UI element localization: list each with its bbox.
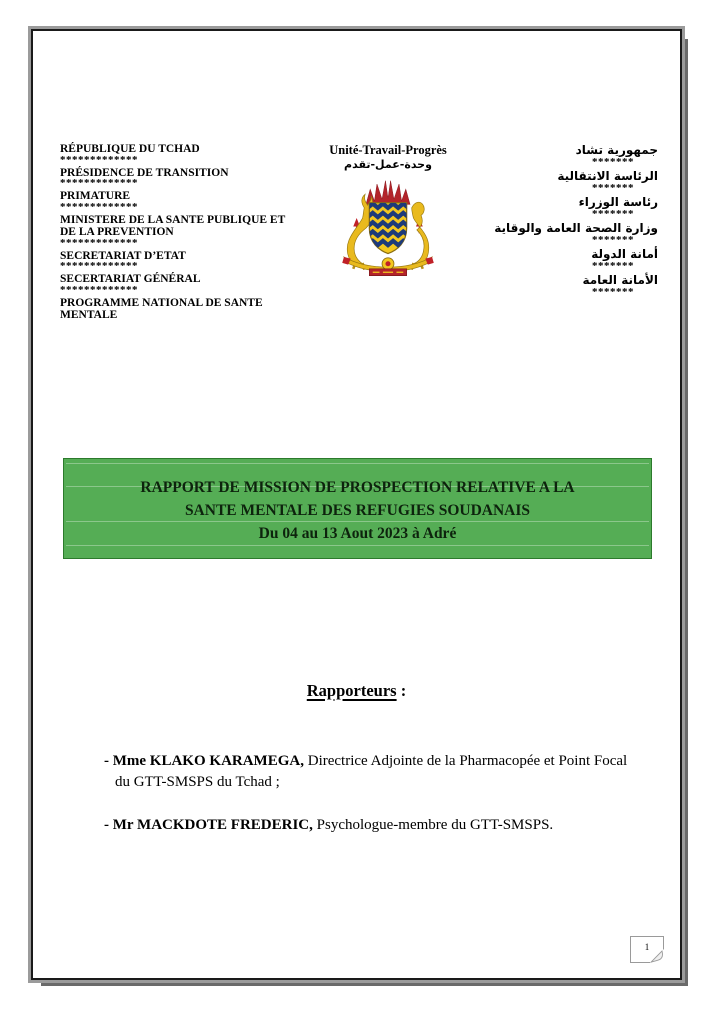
document-page (31, 29, 682, 980)
rapporteur-name: - Mme KLAKO KARAMEGA, (104, 752, 308, 769)
entry-stars: ******* (592, 155, 634, 168)
letterhead-entry (464, 221, 658, 245)
rapporteurs-heading (33, 681, 680, 701)
letterhead-entry (60, 190, 302, 212)
motto-arabic: وحدة-عمل-تقدم (344, 158, 432, 171)
list-item (104, 751, 640, 793)
entry-stars: ******* (592, 285, 634, 298)
entry-title: الرئاسة الانتقالية (557, 169, 658, 183)
letterhead-entry (464, 195, 658, 219)
folded-corner-icon (650, 949, 664, 963)
entry-title: MINISTERE DE LA SANTE PUBLIQUE ET DE LA PREVENTION (60, 213, 286, 238)
letterhead-entry (464, 247, 658, 271)
chad-coat-of-arms-icon (332, 179, 444, 279)
entry-stars: ******* (592, 259, 634, 272)
letterhead-entry (464, 143, 658, 167)
letterhead (33, 31, 680, 324)
report-title-date: Du 04 au 13 Aout 2023 à Adré (258, 524, 457, 542)
letterhead-entry (60, 250, 302, 272)
lion-supporter (412, 202, 429, 264)
entry-stars: ************* (60, 236, 138, 249)
entry-stars: ******* (592, 181, 634, 194)
rapporteur-role: Directrice Adjointe de la Pharmacopée et Point Focal du GTT-SMSPS du Tchad ; (115, 752, 628, 790)
report-title-line2: SANTE MENTALE DES REFUGIES SOUDANAIS (184, 501, 531, 519)
letterhead-entry (60, 143, 302, 165)
page-number: 1 (644, 942, 650, 952)
entry-stars: ************* (60, 283, 138, 296)
entry-stars: ************* (60, 200, 138, 213)
rapporteur-role: Psychologue-membre du GTT-SMSPS. (316, 816, 554, 833)
entry-title: PRIMATURE (60, 190, 131, 202)
entry-title: وزارة الصحة العامة والوقاية (494, 221, 658, 235)
entry-title: SECRETARIAT D’ETAT (60, 249, 186, 262)
entry-stars: ************* (60, 177, 138, 189)
letterhead-entry (60, 214, 302, 248)
entry-title: رئاسة الوزراء (578, 195, 658, 209)
motto-french: Unité-Travail-Progrès (329, 143, 447, 157)
letterhead-entry (60, 273, 302, 295)
page-number-box (630, 936, 664, 963)
rapporteurs-heading-text: Rapporteurs (306, 680, 397, 700)
entry-title: جمهورية تشاد (575, 143, 658, 157)
entry-title: الأمانة العامة (582, 273, 658, 287)
rapporteur-name: - Mr MACKDOTE FREDERIC, (104, 816, 317, 833)
entry-title: SECERTARIAT GÉNÉRAL (60, 273, 201, 285)
list-item (104, 815, 640, 836)
letterhead-entry (60, 297, 302, 322)
entry-stars: ******* (592, 233, 634, 246)
rapporteur-list (104, 751, 640, 836)
entry-title: PROGRAMME NATIONAL DE SANTE MENTALE (60, 296, 263, 321)
letterhead-entry (464, 169, 658, 193)
report-title-line1: RAPPORT DE MISSION DE PROSPECTION RELATIVE A LA (140, 478, 575, 496)
entry-stars: ************* (60, 153, 138, 166)
title-banner (63, 458, 652, 559)
entry-title: أمانة الدولة (591, 247, 658, 261)
letterhead-entry (464, 273, 658, 297)
entry-title: PRÉSIDENCE DE TRANSITION (60, 166, 229, 179)
entry-stars: ******* (592, 207, 634, 220)
banner-gridline (66, 463, 649, 464)
letterhead-french-column (60, 143, 302, 324)
letterhead-entry (60, 167, 302, 189)
banner-gridline (66, 545, 649, 546)
letterhead-arabic-column (464, 143, 658, 299)
entry-title: RÉPUBLIQUE DU TCHAD (60, 143, 200, 155)
entry-stars: ************* (60, 260, 138, 272)
letterhead-center-column (312, 143, 464, 284)
rapporteurs-heading-colon: : (396, 680, 407, 700)
